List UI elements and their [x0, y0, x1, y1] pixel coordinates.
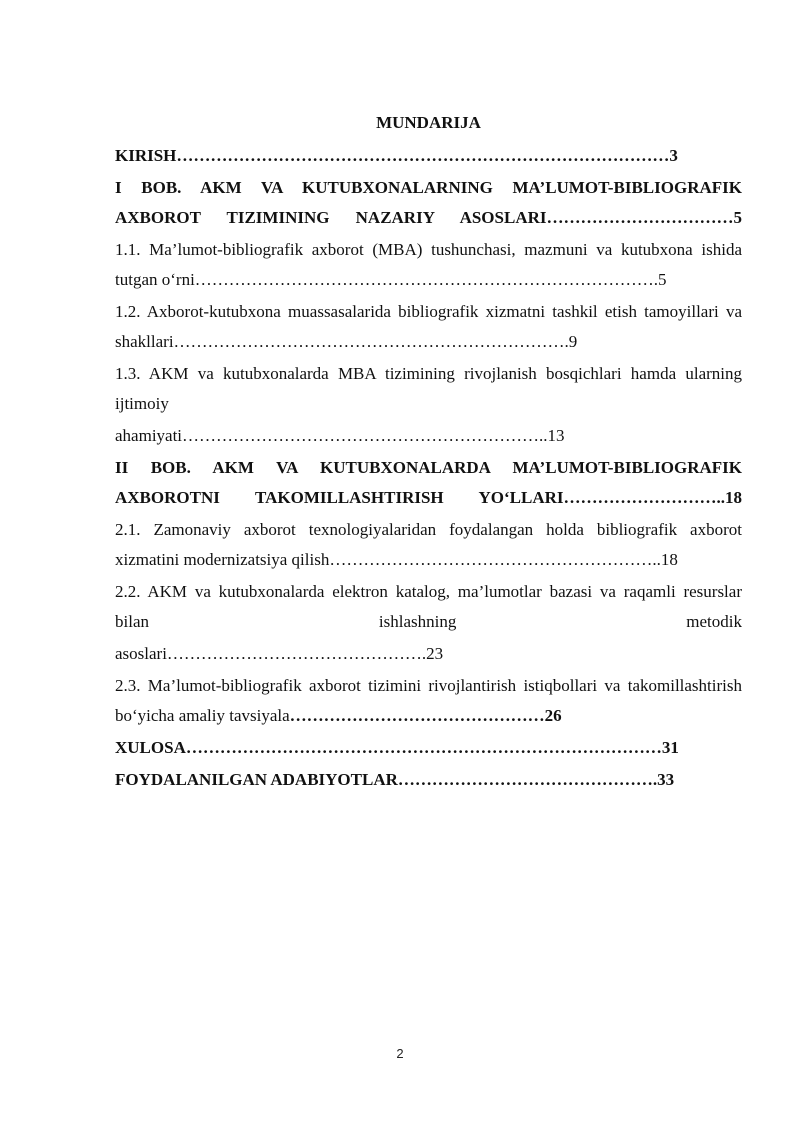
- toc-entry-2-1: 2.1. Zamonaviy axborot texnologiyalaridan foydalangan holda bibliografik axborot xizmatini modernizatsiya qilish…………………………………………………..18: [115, 520, 742, 569]
- toc-entry-2-3-leader: ………………………………………26: [289, 706, 562, 725]
- page-number: 2: [396, 1046, 404, 1061]
- toc-entry-1-3-continued: ahamiyati………………………………………………………..13: [115, 426, 565, 445]
- toc-entry-kirish: KIRISH……………………………………………………………………………3: [115, 146, 678, 165]
- toc-entry-1-3: 1.3. AKM va kutubxonalarda MBA tizimining rivojlanish bosqichlari hamda ularning ijtimoiy: [115, 364, 742, 413]
- toc-entry-chapter-1: I BOB. AKM VA KUTUBXONALARNING MA’LUMOT-BIBLIOGRAFIK AXBOROT TIZIMINING NAZARIY ASOSLARI……………………………5: [115, 178, 742, 227]
- toc-entry-1-1: 1.1. Ma’lumot-bibliografik axborot (MBA) tushunchasi, mazmuni va kutubxona ishida tutgan o‘rni……………………………………………………………………….5: [115, 240, 742, 289]
- toc-entry-1-2: 1.2. Axborot-kutubxona muassasalarida bibliografik xizmatni tashkil etish tamoyillari va shakllari…………………………………………………………….9: [115, 302, 742, 351]
- toc-title: MUNDARIJA: [376, 113, 481, 132]
- toc-entry-2-3-text: 2.3. Ma’lumot-bibliografik axborot tizimini rivojlantirish istiqbollari va takomillashtirish bo‘yicha amaliy tavsiyala: [115, 676, 742, 725]
- toc-entry-2-2-continued: asoslari……………………………………….23: [115, 644, 444, 663]
- toc-entry-adabiyotlar: FOYDALANILGAN ADABIYOTLAR……………………………………….33: [115, 770, 675, 789]
- toc-entry-xulosa: XULOSA…………………………………………………………………………31: [115, 738, 679, 757]
- table-of-contents: [115, 108, 742, 797]
- toc-entry-2-3: [115, 671, 742, 731]
- toc-entry-2-2: 2.2. AKM va kutubxonalarda elektron katalog, ma’lumotlar bazasi va raqamli resurslar bilan ishlashning metodik: [115, 582, 742, 631]
- toc-entry-chapter-2: II BOB. AKM VA KUTUBXONALARDA MA’LUMOT-BIBLIOGRAFIK AXBOROTNI TAKOMILLASHTIRISH YO‘LLARI………………………..18: [115, 458, 742, 507]
